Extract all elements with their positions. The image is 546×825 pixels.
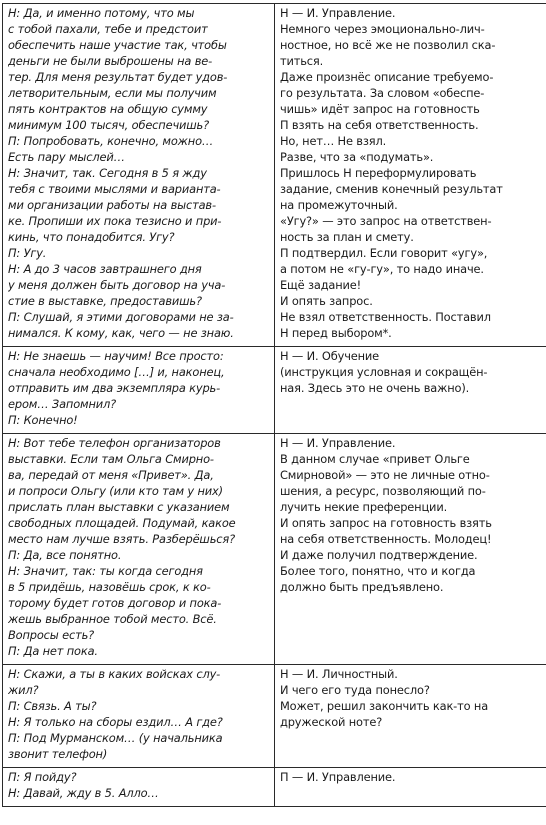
dialogue-line: ером… Запомнил? — [8, 397, 117, 411]
dialogue-line: Н: Вот тебе телефон организаторов — [8, 436, 221, 450]
dialogue-line: ке. Пропиши их пока тезисно и при- — [8, 214, 222, 228]
dialogue-line: Н: Да, и именно потому, что мы — [8, 6, 195, 20]
commentary-line: Разве, что за «подумать». — [280, 150, 434, 164]
commentary-line: а потом не «гу-гу», то надо иначе. — [280, 262, 484, 276]
commentary-line: Не взял ответственность. Поставил — [280, 310, 491, 324]
commentary-line: задание, сменив конечный результат — [280, 182, 503, 196]
commentary-line: титься. — [280, 54, 324, 68]
commentary-line: П взять на себя ответственность. — [280, 118, 479, 132]
commentary-line: «Угу?» — это запрос на ответствен- — [280, 214, 492, 228]
dialogue-line: жил? — [8, 683, 39, 697]
dialogue-line: жешь выбранное тобой место. Всё. — [8, 612, 217, 626]
commentary-line: Может, решил закончить как-то на — [280, 699, 489, 713]
dialogue-line: П: Слушай, я этими договорами не за- — [8, 310, 234, 324]
commentary-line: дружеской ноте? — [280, 715, 383, 729]
dialogue-line: П: Конечно! — [8, 413, 78, 427]
dialogue-line: ми организации работы на выстав- — [8, 198, 216, 212]
commentary-line: И чего его туда понесло? — [280, 683, 430, 697]
dialogue-line: стие в выставке, предоставишь? — [8, 294, 202, 308]
dialogue-line: П: Угу. — [8, 246, 47, 260]
dialogue-cell — [3, 768, 275, 807]
dialogue-line: Есть пару мыслей… — [8, 150, 125, 164]
table-row — [3, 434, 546, 665]
commentary-line: Немного через эмоционально-лич- — [280, 22, 485, 36]
dialogue-line: тебя с твоими мыслями и варианта- — [8, 182, 221, 196]
commentary-line: И опять запрос на готовность взять — [280, 516, 492, 530]
commentary-line: лучить некие преференции. — [280, 500, 448, 514]
commentary-line: Но, нет… Не взял. — [280, 134, 387, 148]
dialogue-cell — [3, 665, 275, 768]
commentary-line: Н перед выбором*. — [280, 326, 392, 340]
commentary-line: ность за план и смету. — [280, 230, 414, 244]
dialogue-line: нимался. К кому, как, чего — не знаю. — [8, 326, 234, 340]
commentary-line: И даже получил подтверждение. — [280, 548, 478, 562]
dialogue-line: тер. Для меня результат будет удов- — [8, 70, 228, 84]
dialogue-cell — [3, 434, 275, 665]
dialogue-line: ва, передай от меня «Привет». Да, — [8, 468, 214, 482]
dialogue-line: сначала необходимо […] и, наконец, — [8, 365, 225, 379]
dialogue-line: П: Да, все понятно. — [8, 548, 122, 562]
commentary-line: Более того, понятно, что и когда — [280, 564, 476, 578]
dialogue-line: у меня должен быть договор на уча- — [8, 278, 226, 292]
dialogue-line: П: Под Мурманском… (у начальника — [8, 731, 223, 745]
dialogue-cell — [3, 4, 275, 347]
commentary-line: должно быть предъявлено. — [280, 580, 444, 594]
dialogue-line: место нам лучше взять. Разберёшься? — [8, 532, 235, 546]
commentary-line: Н — И. Обучение — [280, 349, 380, 363]
dialogue-line: звонит телефон) — [8, 747, 108, 761]
commentary-line: Н — И. Управление. — [280, 436, 396, 450]
table-row — [3, 665, 546, 768]
dialogue-line: и попроси Ольгу (или кто там у них) — [8, 484, 223, 498]
table-row — [3, 4, 546, 347]
dialogue-line: П: Связь. А ты? — [8, 699, 97, 713]
dialogue-line: Вопросы есть? — [8, 628, 95, 642]
commentary-line: В данном случае «привет Ольге — [280, 452, 470, 466]
dialogue-line: с тобой пахали, тебе и предстоит — [8, 22, 208, 36]
dialogue-line: торому будет готов договор и пока- — [8, 596, 222, 610]
dialogue-line: Н: А до 3 часов завтрашнего дня — [8, 262, 202, 276]
commentary-line: шения, а ресурс, позволяющий по- — [280, 484, 486, 498]
dialogue-line: П: Да нет пока. — [8, 644, 98, 658]
commentary-line: И опять запрос. — [280, 294, 373, 308]
commentary-line: Смирновой» — это не личные отно- — [280, 468, 490, 482]
commentary-cell — [275, 665, 546, 768]
dialogue-line: выставки. Если там Ольга Смирно- — [8, 452, 214, 466]
commentary-line: Ещё задание! — [280, 278, 362, 292]
commentary-line: го результата. За словом «обеспе- — [280, 86, 485, 100]
dialogue-line: деньги не были выброшены на ве- — [8, 54, 213, 68]
commentary-line: (инструкция условная и сокращён- — [280, 365, 488, 379]
commentary-cell — [275, 347, 546, 434]
dialogue-cell — [3, 347, 275, 434]
table-row — [3, 347, 546, 434]
dialogue-line: Н: Скажи, а ты в каких войсках слу- — [8, 667, 221, 681]
commentary-line: Н — И. Личностный. — [280, 667, 398, 681]
commentary-line: Даже произнёс описание требуемо- — [280, 70, 494, 84]
dialogue-line: в 5 придёшь, назовёшь срок, к ко- — [8, 580, 211, 594]
commentary-line: чишь» идёт запрос на готовность — [280, 102, 480, 116]
dialogue-line: кинь, что понадобится. Угу? — [8, 230, 175, 244]
dialogue-line: Н: Не знаешь — научим! Все просто: — [8, 349, 224, 363]
commentary-line: П — И. Управление. — [280, 770, 396, 784]
commentary-line: ная. Здесь это не очень важно). — [280, 381, 470, 395]
commentary-cell — [275, 4, 546, 347]
dialogue-line: пять контрактов на общую сумму — [8, 102, 208, 116]
dialogue-line: обеспечить наше участие так, чтобы — [8, 38, 227, 52]
commentary-line: на себя ответственность. Молодец! — [280, 532, 492, 546]
dialogue-analysis-table — [2, 3, 546, 807]
dialogue-line: летворительным, если мы получим — [8, 86, 217, 100]
commentary-line: Пришлось Н переформулировать — [280, 166, 477, 180]
dialogue-line: П: Я пойду? — [8, 770, 77, 784]
dialogue-line: Н: Я только на сборы ездил… А где? — [8, 715, 223, 729]
commentary-line: Н — И. Управление. — [280, 6, 396, 20]
dialogue-line: Н: Значит, так: ты когда сегодня — [8, 564, 203, 578]
dialogue-line: Н: Давай, жду в 5. Алло… — [8, 786, 159, 800]
commentary-line: П подтвердил. Если говорит «угу», — [280, 246, 488, 260]
dialogue-line: минимум 100 тысяч, обеспечишь? — [8, 118, 210, 132]
commentary-cell — [275, 768, 546, 807]
dialogue-line: свободных площадей. Подумай, какое — [8, 516, 236, 530]
dialogue-line: прислать план выставки с указанием — [8, 500, 230, 514]
commentary-line: на промежуточный. — [280, 198, 398, 212]
dialogue-line: П: Попробовать, конечно, можно… — [8, 134, 214, 148]
dialogue-line: отправить им два экземпляра курь- — [8, 381, 221, 395]
commentary-cell — [275, 434, 546, 665]
table-row — [3, 768, 546, 807]
commentary-line: ностное, но всё же не позволил ска- — [280, 38, 496, 52]
dialogue-line: Н: Значит, так. Сегодня в 5 я жду — [8, 166, 207, 180]
